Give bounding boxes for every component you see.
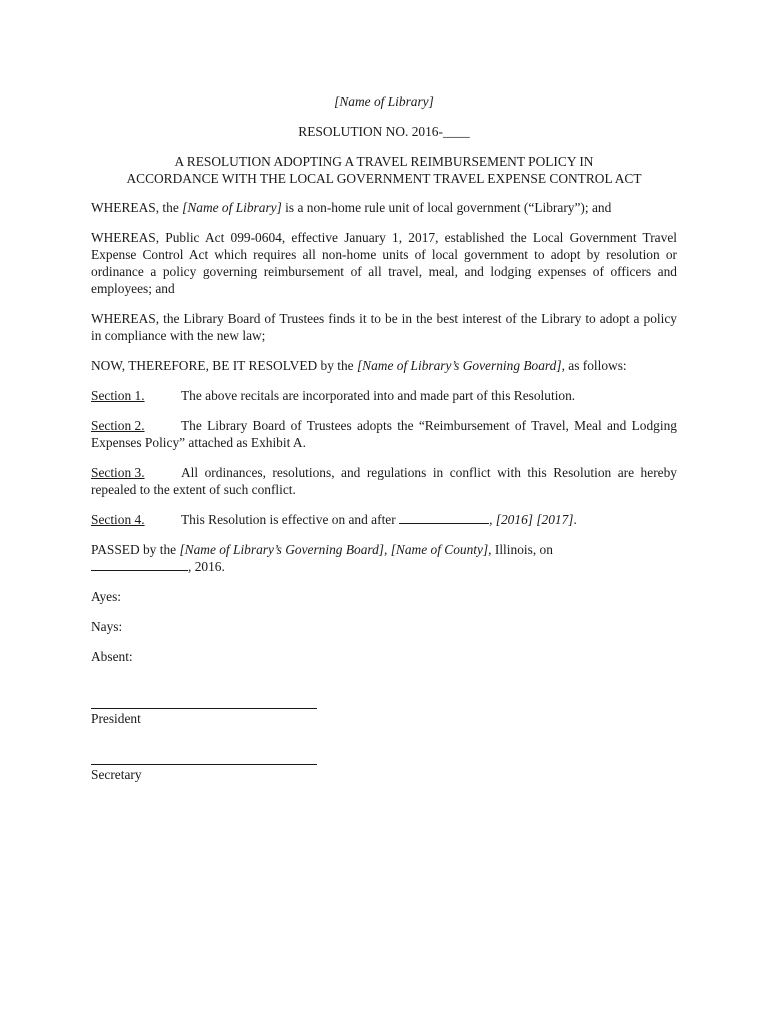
- section-4-text: This Resolution is effective on and after: [181, 512, 396, 527]
- passed-board-county: [Name of Library’s Governing Board], [Name of County],: [179, 542, 492, 557]
- whereas-clause-1: [91, 199, 677, 216]
- section-4-label: Section 4.: [91, 512, 145, 527]
- section-3-label: Section 3.: [91, 465, 145, 480]
- section-1-label: Section 1.: [91, 388, 145, 403]
- section-4: [91, 511, 677, 528]
- passed-pre: PASSED by the: [91, 542, 180, 557]
- president-label: President: [91, 711, 141, 726]
- resolved-clause: [91, 357, 677, 374]
- passed-date-blank: [91, 558, 188, 571]
- section-2: [91, 417, 677, 451]
- section-2-text: The Library Board of Trustees adopts the “Reimbursement of Travel, Meal and Lodging Expenses Policy” attached as Exhibit A.: [91, 418, 677, 450]
- resolution-number: RESOLUTION NO. 2016-____: [298, 124, 470, 139]
- president-signature-line: [91, 690, 317, 709]
- resolution-body: [91, 93, 677, 783]
- whereas-1-library-name: [Name of Library]: [182, 200, 282, 215]
- secretary-signature: [91, 746, 677, 783]
- whereas-clause-3: WHEREAS, the Library Board of Trustees finds it to be in the best interest of the Library to adopt a policy in compliance with the new law;: [91, 311, 677, 343]
- heading-line-2: ACCORDANCE WITH THE LOCAL GOVERNMENT TRAVEL EXPENSE CONTROL ACT: [126, 171, 642, 186]
- section-3-text: All ordinances, resolutions, and regulations in conflict with this Resolution are hereby repealed to the extent of such conflict.: [91, 465, 677, 497]
- whereas-clause-2: WHEREAS, Public Act 099-0604, effective January 1, 2017, established the Local Government Travel Expense Control Act which requires all non-home units of local government to adopt by resolution or ordinance a policy governing reimbursement of all travel, meal, and lodging expenses of officers and employees; and: [91, 230, 677, 296]
- section-1-text: The above recitals are incorporated into and made part of this Resolution.: [181, 388, 576, 403]
- passed-clause: [91, 541, 677, 575]
- president-signature: [91, 690, 677, 727]
- passed-year: , 2016.: [188, 559, 225, 574]
- resolved-post: , as follows:: [561, 358, 627, 373]
- ayes-label: Ayes:: [91, 589, 122, 604]
- section-3: [91, 464, 677, 498]
- resolved-board-name: [Name of Library’s Governing Board]: [356, 358, 562, 373]
- nays-label: Nays:: [91, 619, 123, 634]
- passed-mid: Illinois, on: [491, 542, 553, 557]
- whereas-1-pre: WHEREAS, the: [91, 200, 183, 215]
- secretary-signature-line: [91, 746, 317, 765]
- library-name-title: [Name of Library]: [334, 94, 434, 109]
- resolved-pre: NOW, THEREFORE, BE IT RESOLVED by the: [91, 358, 357, 373]
- section-2-label: Section 2.: [91, 418, 145, 433]
- effective-years: [2016] [2017]: [495, 512, 574, 527]
- heading-line-1: A RESOLUTION ADOPTING A TRAVEL REIMBURSEMENT POLICY IN: [174, 154, 594, 169]
- section-4-end: .: [573, 512, 577, 527]
- effective-date-blank: [399, 511, 489, 524]
- resolution-heading: [91, 153, 677, 187]
- section-4-sep: ,: [489, 512, 496, 527]
- whereas-1-post: is a non-home rule unit of local government (“Library”); and: [281, 200, 612, 215]
- secretary-label: Secretary: [91, 767, 142, 782]
- section-4-body: [181, 511, 677, 528]
- absent-label: Absent:: [91, 649, 133, 664]
- section-1: [91, 387, 677, 404]
